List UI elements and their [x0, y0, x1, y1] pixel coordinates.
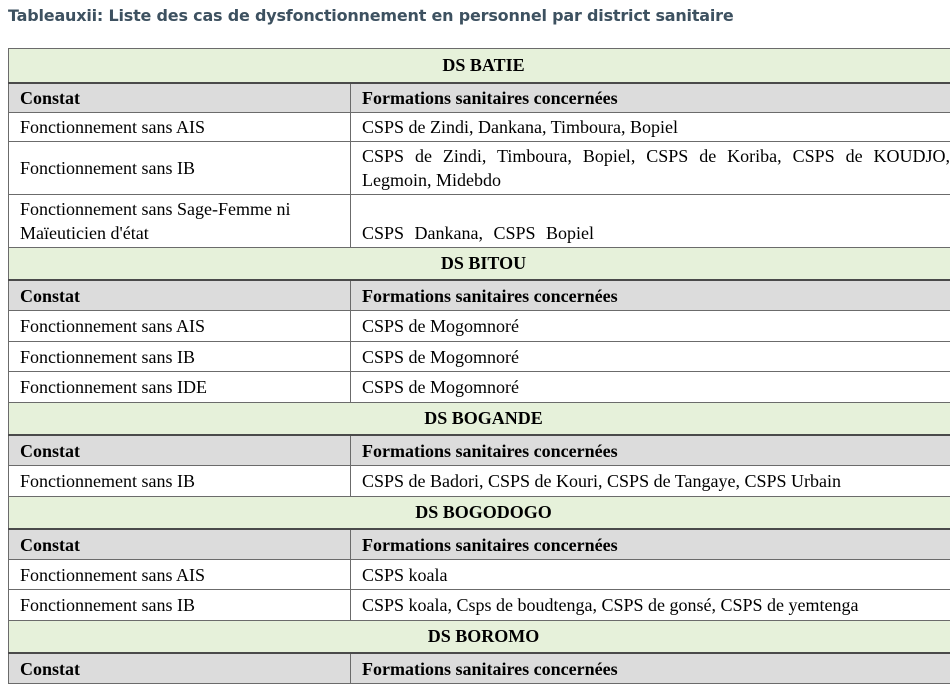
column-header-row [9, 653, 950, 684]
district-header-row [9, 248, 950, 280]
column-header-formations: Formations sanitaires concernées [351, 435, 950, 466]
table-row [9, 311, 950, 342]
column-header-formations: Formations sanitaires concernées [351, 280, 950, 311]
formations-cell: CSPS Dankana, CSPS Bopiel [351, 195, 950, 248]
district-name: DS BITOU [9, 248, 950, 280]
table-caption: Tableauxii: Liste des cas de dysfonctionnement en personnel par district sanitaire [8, 6, 734, 25]
formations-cell: CSPS de Zindi, Timboura, Bopiel, CSPS de Koriba, CSPS de KOUDJO, Legmoin, Midebdo [351, 142, 950, 195]
formations-cell: CSPS de Zindi, Dankana, Timboura, Bopiel [351, 113, 950, 142]
table-row [9, 195, 950, 248]
formations-cell: CSPS de Mogomnoré [351, 342, 950, 372]
district-header-row [9, 403, 950, 435]
constat-cell: Fonctionnement sans IB [9, 142, 351, 195]
constat-cell: Fonctionnement sans AIS [9, 113, 351, 142]
constat-cell: Fonctionnement sans IB [9, 342, 351, 372]
table-row [9, 113, 950, 142]
column-header-constat: Constat [9, 83, 351, 113]
district-name: DS BOGODOGO [9, 497, 950, 529]
column-header-row [9, 529, 950, 560]
column-header-row [9, 280, 950, 311]
constat-cell: Fonctionnement sans IB [9, 466, 351, 497]
district-header-row [9, 49, 950, 83]
table-row [9, 342, 950, 372]
district-header-row [9, 497, 950, 529]
column-header-formations: Formations sanitaires concernées [351, 83, 950, 113]
column-header-constat: Constat [9, 435, 351, 466]
district-name: DS BOROMO [9, 621, 950, 653]
formations-cell: CSPS koala [351, 560, 950, 590]
dysfunction-table [8, 48, 950, 684]
district-name: DS BATIE [9, 49, 950, 83]
constat-cell: Fonctionnement sans Sage-Femme ni Maïeuticien d'état [9, 195, 351, 248]
column-header-constat: Constat [9, 529, 351, 560]
column-header-constat: Constat [9, 653, 351, 684]
column-header-formations: Formations sanitaires concernées [351, 653, 950, 684]
table-row [9, 466, 950, 497]
district-header-row [9, 621, 950, 653]
constat-cell: Fonctionnement sans IDE [9, 372, 351, 403]
formations-cell: CSPS de Mogomnoré [351, 372, 950, 403]
formations-cell: CSPS de Badori, CSPS de Kouri, CSPS de Tangaye, CSPS Urbain [351, 466, 950, 497]
table-row [9, 372, 950, 403]
table-row [9, 560, 950, 590]
column-header-constat: Constat [9, 280, 351, 311]
formations-cell: CSPS de Mogomnoré [351, 311, 950, 342]
formations-cell: CSPS koala, Csps de boudtenga, CSPS de gonsé, CSPS de yemtenga [351, 590, 950, 621]
dysfunction-table-container [8, 48, 950, 684]
table-row [9, 590, 950, 621]
column-header-row [9, 83, 950, 113]
constat-cell: Fonctionnement sans AIS [9, 311, 351, 342]
column-header-row [9, 435, 950, 466]
constat-cell: Fonctionnement sans IB [9, 590, 351, 621]
district-name: DS BOGANDE [9, 403, 950, 435]
table-row [9, 142, 950, 195]
constat-cell: Fonctionnement sans AIS [9, 560, 351, 590]
column-header-formations: Formations sanitaires concernées [351, 529, 950, 560]
